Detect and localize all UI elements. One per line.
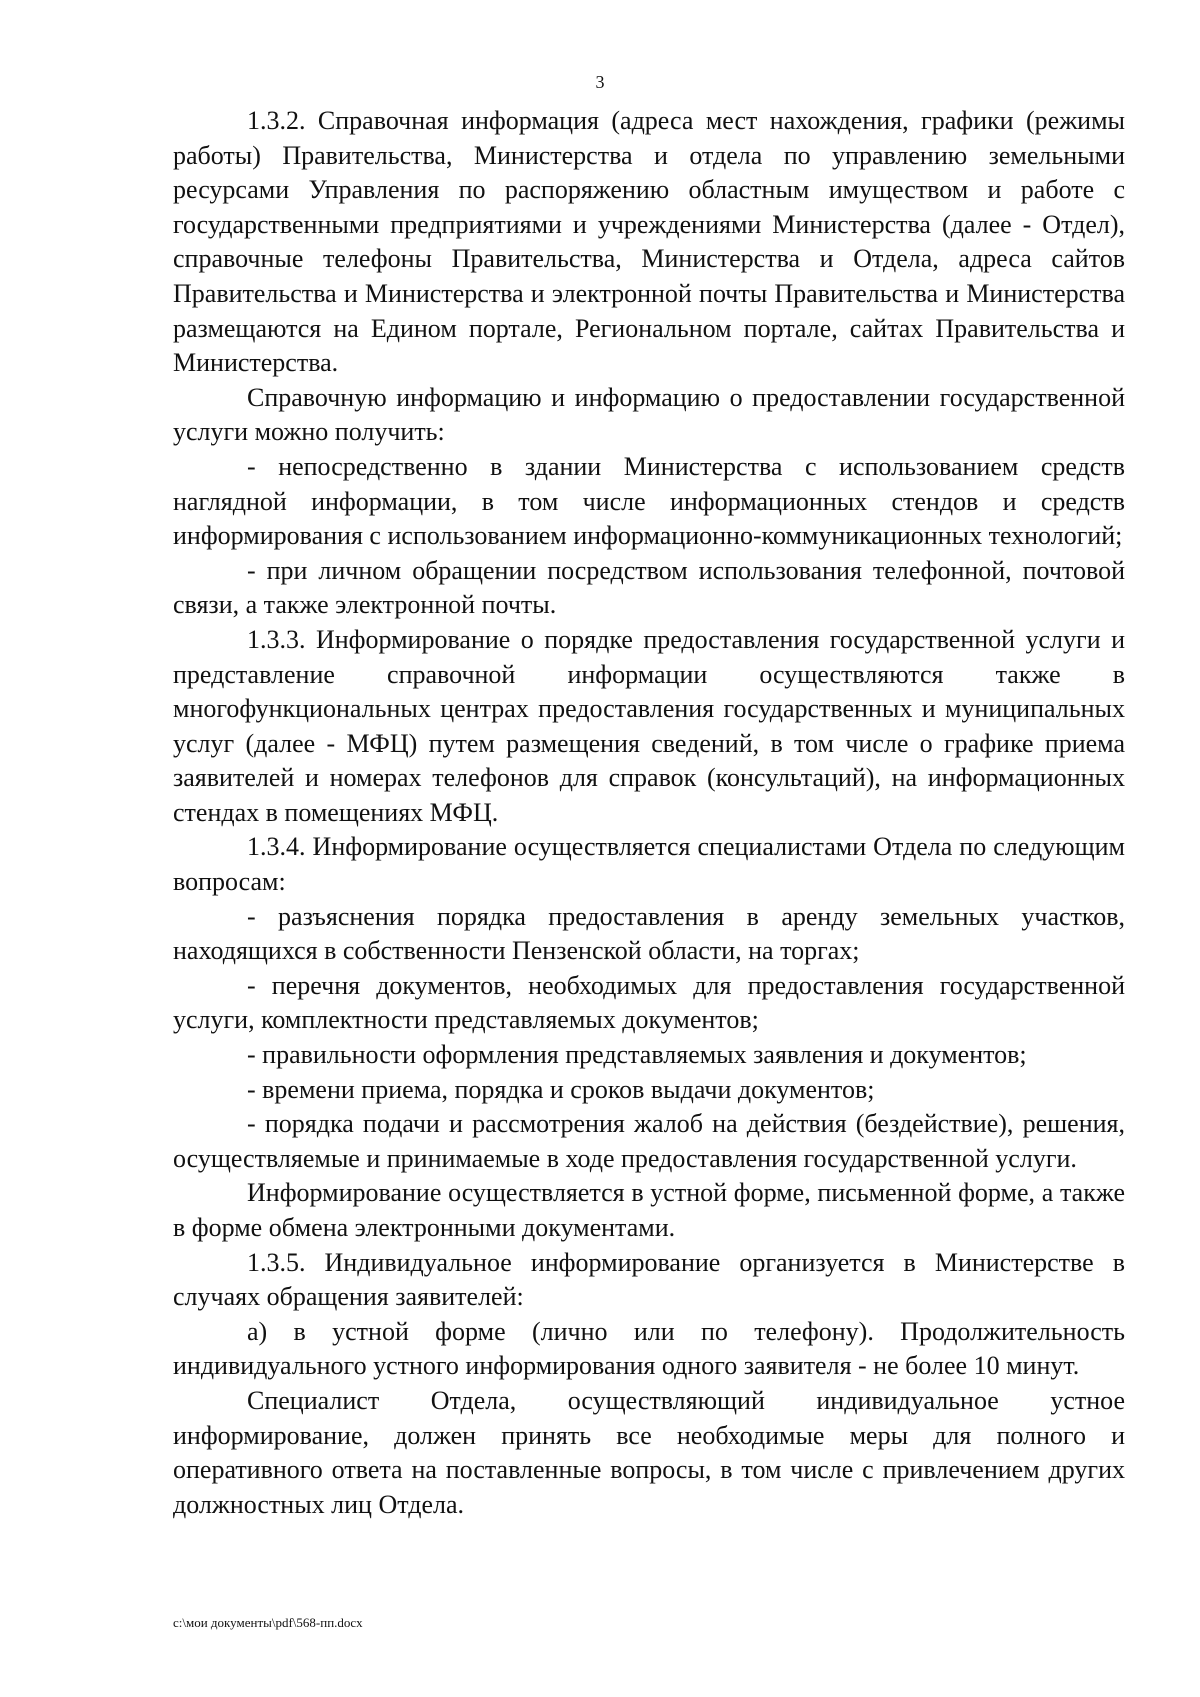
list-item-time: - времени приема, порядка и сроков выдачи документов; xyxy=(247,1074,875,1104)
paragraph-1-3-3: 1.3.3. Информирование о порядке предоставления государственной услуги и представление справочной информации осуществляются также в многофункциональных центрах предоставления государственных и муниципальных услуг (далее - МФЦ) путем размещения сведений, в том числе о графике приема заявителей и номерах телефонов для справок (консультаций), на информационных стендах в помещениях МФЦ. xyxy=(173,624,1125,827)
list-item-oral-form: а) в устной форме (лично или по телефону). Продолжительность индивидуального устного информирования одного заявителя - не более 10 минут. xyxy=(173,1316,1125,1381)
paragraph-1-3-5: 1.3.5. Индивидуальное информирование организуется в Министерстве в случаях обращения заявителей: xyxy=(173,1247,1125,1312)
list-item-personal-contact: - при личном обращении посредством использования телефонной, почтовой связи, а также электронной почты. xyxy=(173,555,1125,620)
page-number: 3 xyxy=(595,72,605,92)
paragraph-reference-info: Справочную информацию и информацию о предоставлении государственной услуги можно получить: xyxy=(173,382,1125,447)
list-item-correctness: - правильности оформления представляемых заявления и документов; xyxy=(247,1040,1027,1070)
document-body xyxy=(173,104,1125,1522)
paragraph-1-3-2: 1.3.2. Справочная информация (адреса мест нахождения, графики (режимы работы) Правительства, Министерства и отдела по управлению земельными ресурсами Управления по распоряжению областным имуществом и работе с государственными предприятиями и учреждениями Министерства (далее - Отдел), справочные телефоны Правительства, Министерства и Отдела, адреса сайтов Правительства и Министерства и электронной почты Правительства и Министерства размещаются на Едином портале, Региональном портале, сайтах Правительства и Министерства. xyxy=(173,106,1125,378)
list-item-explanation: - разъяснения порядка предоставления в аренду земельных участков, находящихся в собственности Пензенской области, на торгах; xyxy=(173,901,1125,966)
footer-file-path: c:\мои документы\pdf\568-пп.docx xyxy=(173,1615,363,1630)
paragraph-forms: Информирование осуществляется в устной форме, письменной форме, а также в форме обмена электронными документами. xyxy=(173,1178,1125,1242)
list-item-documents: - перечня документов, необходимых для предоставления государственной услуги, комплектности представляемых документов; xyxy=(173,970,1125,1035)
paragraph-specialist: Специалист Отдела, осуществляющий индивидуальное устное информирование, должен принять все необходимые меры для полного и оперативного ответа на поставленные вопросы, в том числе с привлечением других должностных лиц Отдела. xyxy=(173,1385,1125,1519)
paragraph-1-3-4: 1.3.4. Информирование осуществляется специалистами Отдела по следующим вопросам: xyxy=(173,832,1125,897)
list-item-complaints: - порядка подачи и рассмотрения жалоб на действия (бездействие), решения, осуществляемые и принимаемые в ходе предоставления государственной услуги. xyxy=(173,1109,1125,1173)
list-item-in-building: - непосредственно в здании Министерства с использованием средств наглядной информации, в том числе информационных стендов и средств информирования с использованием информационно-коммуникационных технологий; xyxy=(173,451,1125,551)
